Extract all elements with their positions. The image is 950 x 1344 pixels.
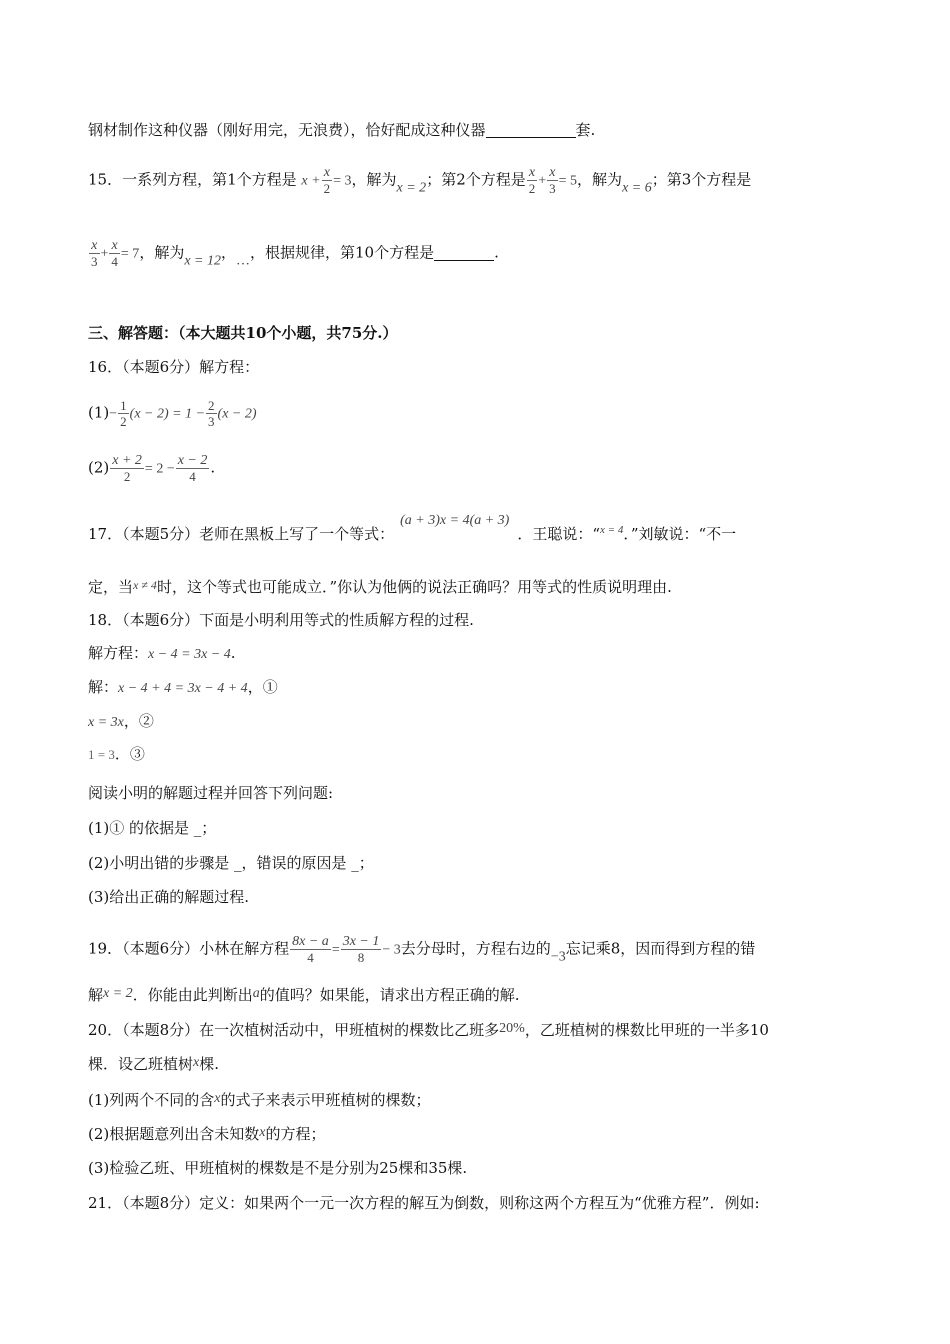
q17-condition: x ≠ 4 (133, 578, 157, 592)
q15-eq2-d1: 2 (528, 181, 536, 196)
q17-equation: (a + 3)x = 4(a + 3) (400, 513, 510, 528)
q15-line1 (88, 165, 751, 199)
q18-step3 (88, 744, 145, 765)
q15-eq2-n2: x (547, 165, 558, 181)
q19-p1: 去分母时，方程右边的 (400, 939, 551, 958)
q15-eq2-frac1 (527, 165, 538, 196)
q16-p1-end: (x − 2) (217, 406, 257, 422)
q20-percent: 20% (499, 1021, 525, 1036)
q16-p2-frac1 (110, 453, 144, 484)
steel-tail: 套. (575, 121, 596, 139)
steel-line (88, 120, 595, 140)
q20-head2: ，乙班植树的棵数比甲班的一半多10 (524, 1021, 769, 1039)
q19-n1: 8x − a (292, 934, 329, 949)
q17-p2: ．”刘敏说：“不一 (623, 525, 737, 543)
q16-p2-n: x + 2 (112, 453, 142, 468)
q17-line1 (88, 513, 737, 546)
q15-eq1-fraction (322, 165, 333, 196)
q15-p1: 一系列方程，第1个方程是 (122, 170, 297, 189)
q17-wang-claim: x = 4 (600, 524, 624, 536)
q18-step3-mark: ．③ (114, 745, 145, 763)
q20-a1-x: x (214, 1091, 221, 1106)
answer-blank[interactable] (486, 121, 576, 138)
q19-var-a: a (252, 986, 260, 1001)
q16-part2 (88, 453, 215, 484)
q16-p1-label: (1) (88, 403, 110, 422)
q19-l2a: 解 (88, 986, 104, 1004)
q17-p1: ．王聪说：“ (517, 525, 601, 543)
q15-eq1-num: x (322, 165, 333, 181)
steel-text: 钢材制作这种仪器（刚好用完，无浪费），恰好配成这种仪器 (88, 121, 486, 139)
q16-head: 16．（本题6分）解方程： (88, 358, 260, 376)
q18-step1-mark: ，① (247, 678, 278, 696)
q18-answer3: (3)给出正确的解题过程. (88, 888, 250, 906)
q20-a1b: 的式子来表示甲班植树的棵数； (220, 1091, 431, 1109)
q16-p1-frac1 (118, 398, 129, 429)
q19-equals: = (331, 942, 340, 958)
q20-line2 (88, 1054, 219, 1076)
q19-p2: 忘记乘8，因而得到方程的错 (565, 939, 756, 958)
q15-dots: … (236, 253, 251, 269)
q15-sol2: x = 6 (622, 180, 652, 196)
q20-answer1 (88, 1090, 430, 1112)
q15-p5: ；第3个方程是 (651, 170, 752, 189)
q15-eq3-plus: + (100, 246, 109, 262)
section-3-title: 三、解答题：（本大题共10个小题，共75分.） (88, 324, 398, 342)
q15-p4: ，解为 (577, 170, 623, 189)
q18-step3-eq: 1 = 3 (88, 747, 115, 762)
q15-eq2-d2: 3 (549, 181, 556, 196)
q15-p3: ；第2个方程是 (426, 170, 526, 189)
q15-line2 (88, 238, 499, 272)
q15-answer-blank[interactable] (434, 244, 494, 261)
q18-answer1: (1)① 的依据是 _； (88, 819, 217, 837)
q20-l2b: 棵. (199, 1055, 220, 1073)
q15-eq1-den: 2 (323, 181, 331, 196)
q20-a2b: 的方程； (265, 1125, 326, 1143)
q18-solve-end: . (230, 644, 236, 662)
q16-p2-end: . (210, 458, 216, 477)
q15-eq3-d2: 4 (111, 254, 118, 269)
q15-eq3-rhs: = 7 (120, 246, 140, 262)
q16-p1-minus: − (109, 406, 118, 422)
q16-p1-d: 2 (120, 414, 127, 429)
q15-eq3-frac1 (89, 238, 100, 269)
q15-eq2-plus: + (538, 173, 547, 189)
q16-p1-n2: 2 (208, 398, 215, 413)
q19-d2: 8 (357, 950, 365, 965)
q18-step2-mark: ，② (123, 712, 154, 730)
q19-minus3: − 3 (382, 942, 401, 958)
q20-a2a: (2)根据题意列出含未知数 (88, 1125, 260, 1143)
q20-a1a: (1)列两个不同的含 (88, 1091, 215, 1109)
q19-frac1 (290, 934, 331, 965)
q20-line1 (88, 1020, 769, 1042)
q19-l2b: ．你能由此判断出 (132, 986, 253, 1004)
q15-eq2-rhs: = 5 (558, 173, 578, 189)
q15-eq2-frac2 (547, 165, 558, 196)
q20-answer2 (88, 1124, 325, 1146)
q15-sol3: x = 12 (184, 253, 221, 269)
q16-p2-mid: = 2 − (144, 461, 175, 477)
q15-eq3-n2: x (109, 238, 120, 254)
q16-p2-n2: x − 2 (177, 453, 208, 468)
q20-answer3: (3)检验乙班、甲班植树的棵数是不是分别为25棵和35棵. (88, 1159, 468, 1177)
q21-head: 21．（本题8分）定义：如果两个一元一次方程的解互为倒数，则称这两个方程互为“优雅方程”．例如: (88, 1194, 760, 1212)
q18-step1 (88, 677, 278, 699)
q19-wrong-solution: x = 2 (103, 986, 133, 1001)
q19-frac2 (341, 934, 382, 965)
q15-sol1: x = 2 (396, 180, 427, 196)
q20-head: 20．（本题8分）在一次植树活动中，甲班植树的棵数比乙班多 (88, 1021, 500, 1039)
q15-p8: ，根据规律，第10个方程是 (250, 243, 435, 262)
q18-read: 阅读小明的解题过程并回答下列问题: (88, 784, 334, 802)
q16-p2-frac2 (176, 453, 210, 484)
q16-p1-mid: (x − 2) = 1 − (129, 406, 206, 422)
q15-eq3-d1: 3 (91, 254, 98, 269)
q18-head: 18．（本题6分）下面是小明利用等式的性质解方程的过程. (88, 611, 474, 629)
q18-step1-label: 解： (88, 678, 119, 696)
q19-line2 (88, 985, 519, 1007)
q20-a2-x: x (259, 1125, 266, 1140)
q20-l2a: 棵．设乙班植树 (88, 1055, 194, 1073)
q17-head: 17．（本题5分）老师在黑板上写了一个等式： (88, 525, 395, 543)
q15-num: 15． (88, 170, 123, 189)
q18-answer2: (2)小明出错的步骤是 _，错误的原因是 _； (88, 854, 374, 872)
q19-n2: 3x − 1 (342, 934, 380, 949)
q15-p2: ，解为 (351, 170, 397, 189)
q15-eq2-n1: x (527, 165, 538, 181)
q17-l2a: 定，当 (88, 578, 134, 596)
q15-eq1-lhs: x + (301, 173, 321, 189)
q18-step2 (88, 711, 154, 733)
q15-eq1-rhs: = 3 (333, 173, 352, 189)
q18-solve-label: 解方程： (88, 644, 149, 662)
q15-p9: . (494, 243, 499, 262)
q17-l2b: 时，这个等式也可能成立．”你认为他俩的说法正确吗？用等式的性质说明理由. (156, 578, 672, 596)
q19-line1 (88, 934, 755, 968)
q16-part1 (88, 398, 257, 429)
q18-solve (88, 643, 236, 665)
q15-p6: ，解为 (139, 243, 185, 262)
q18-solve-eq: x − 4 = 3x − 4 (148, 647, 231, 662)
q16-p2-d2: 4 (189, 469, 196, 484)
q19-neg3: −3 (550, 949, 566, 965)
q16-p1-d2: 3 (208, 414, 215, 429)
q16-p1-n: 1 (120, 398, 127, 413)
q16-p1-frac2 (206, 398, 217, 429)
q19-l2c: 的值吗？如果能，请求出方程正确的解. (259, 986, 520, 1004)
q16-p2-label: (2) (88, 458, 110, 477)
q18-step1-eq: x − 4 + 4 = 3x − 4 + 4 (118, 681, 248, 696)
q20-var-x: x (193, 1055, 200, 1070)
q19-d1: 4 (307, 950, 314, 965)
q16-p2-d: 2 (123, 469, 131, 484)
q15-eq3-frac2 (109, 238, 120, 269)
q17-line2 (88, 577, 672, 598)
q15-eq3-n1: x (89, 238, 100, 254)
q19-head: 19．（本题6分）小林在解方程 (88, 939, 290, 958)
q18-step2-eq: x = 3x (88, 715, 124, 730)
q15-p7: ， (221, 243, 237, 262)
